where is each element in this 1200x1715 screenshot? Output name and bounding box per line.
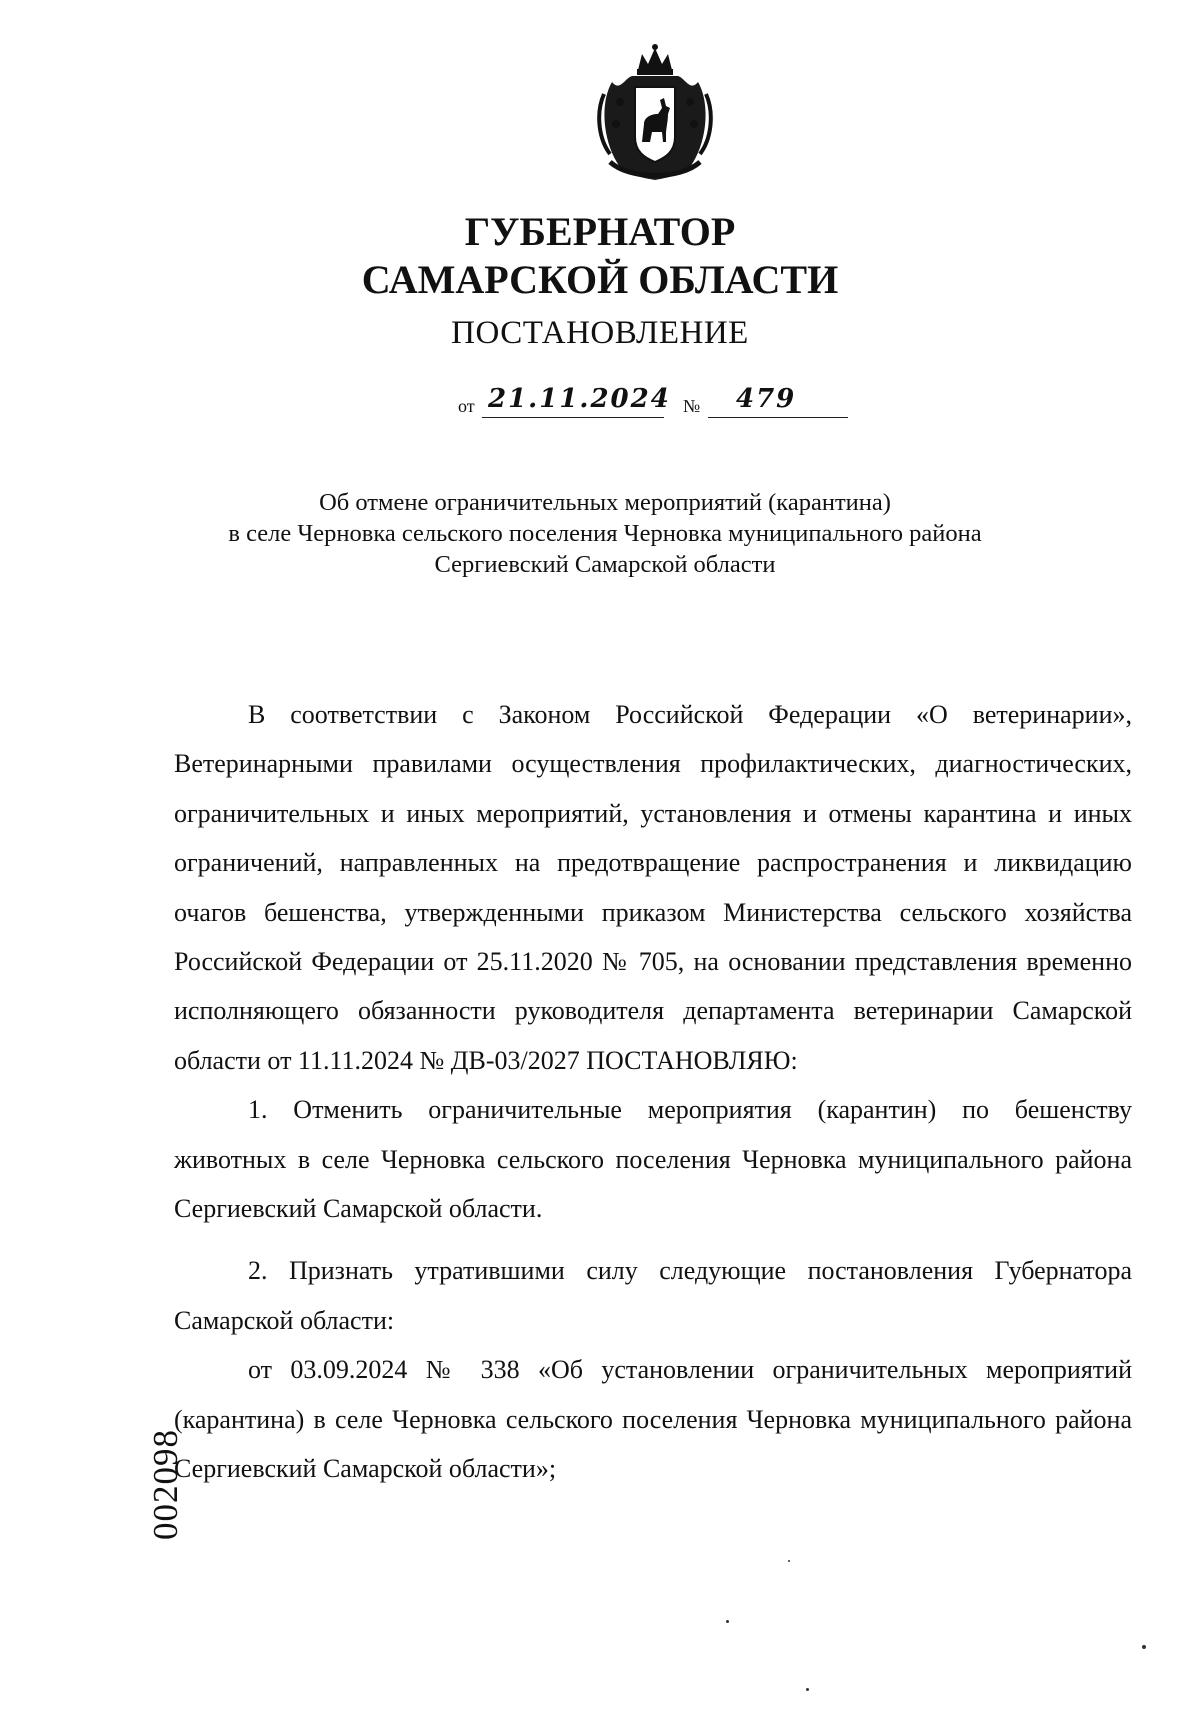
- clause-2-subitem: от 03.09.2024 № 338 «Об установлении ограничительных мероприятий (карантина) в селе Черновка сельского поселения Черновка муниципального района Сергиевский Самарской области»;: [174, 1355, 1132, 1484]
- scan-speck: [1142, 1645, 1146, 1649]
- date-number-line: [458, 386, 858, 420]
- subject-line: Об отмене ограничительных мероприятий (карантина): [319, 489, 891, 516]
- date-prefix: от: [458, 396, 475, 416]
- document-date: 21.11.2024: [488, 384, 671, 414]
- document-type: ПОСТАНОВЛЕНИЕ: [451, 315, 749, 351]
- scan-speck: [806, 1688, 809, 1691]
- number-prefix: №: [683, 396, 701, 416]
- authority-title: ГУБЕРНАТОР: [464, 209, 736, 254]
- document-number: 479: [736, 384, 797, 414]
- subject-line: Сергиевский Самарской области: [434, 551, 776, 578]
- document-subject: [180, 487, 1030, 580]
- authority-region: САМАРСКОЙ ОБЛАСТИ: [361, 257, 839, 302]
- document-body: [174, 690, 1132, 1494]
- date-underline: [482, 417, 664, 418]
- preamble-paragraph: В соответствии с Законом Российской Федерации «О ветеринарии», Ветеринарными правилами осуществления профилактических, диагностических, ограничительных и иных мероприятий, установления и отмены карантина и иных ограничений, направленных на предотвращение распространения и ликвидацию очагов бешенства, утвержденными приказом Министерства сельского хозяйства Российской Федерации от 25.11.2020 № 705, на основании представления временно исполняющего обязанности руководителя департамента ветеринарии Самарской области от 11.11.2024 № ДВ-03/2027 ПОСТАНОВЛЯЮ:: [174, 700, 1132, 1075]
- subject-line: в селе Черновка сельского поселения Черновка муниципального района: [228, 520, 982, 547]
- clause-2: 2. Признать утратившими силу следующие постановления Губернатора Самарской области:: [174, 1256, 1132, 1335]
- side-serial-number: 002098: [146, 1429, 185, 1540]
- scan-speck: [788, 1560, 790, 1562]
- coat-of-arms-icon: [590, 42, 720, 182]
- number-underline: [708, 417, 848, 418]
- clause-1: 1. Отменить ограничительные мероприятия (карантин) по бешенству животных в селе Черновка сельского поселения Черновка муниципального района Сергиевский Самарской области.: [174, 1095, 1132, 1224]
- scan-speck: [726, 1620, 729, 1623]
